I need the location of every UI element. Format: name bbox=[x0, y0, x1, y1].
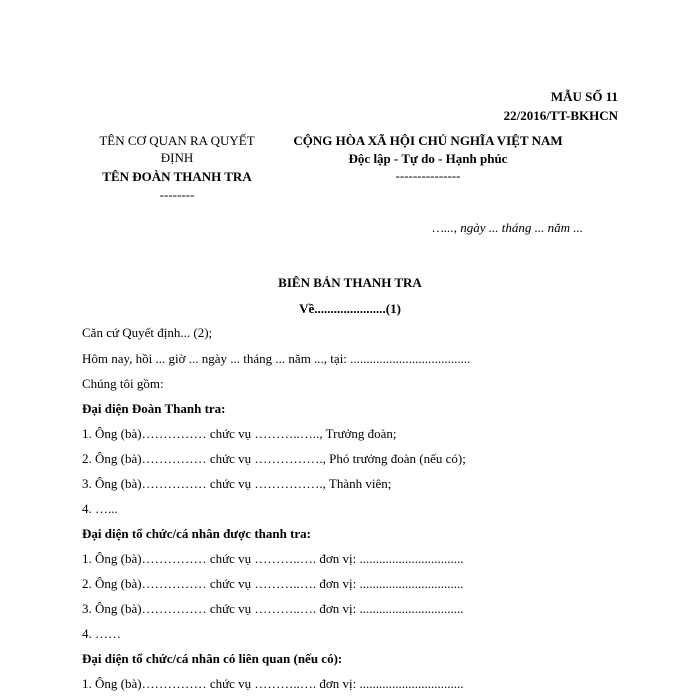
form-code: MẪU SỐ 11 bbox=[550, 89, 618, 104]
inspected-heading: Đại diện tổ chức/cá nhân được thanh tra: bbox=[82, 526, 312, 541]
document-subtitle: Về......................(1) bbox=[299, 301, 401, 316]
agency-name-line2: ĐỊNH bbox=[160, 150, 194, 165]
basis-line: Căn cứ Quyết định... (2); bbox=[82, 325, 213, 340]
nation-title: CỘNG HÒA XÃ HỘI CHỦ NGHĨA VIỆT NAM bbox=[293, 133, 563, 148]
form-circular: 22/2016/TT-BKHCN bbox=[503, 108, 618, 123]
inspection-team-name: TÊN ĐOÀN THANH TRA bbox=[102, 169, 252, 184]
right-header-separator: --------------- bbox=[395, 168, 461, 183]
today-line: Hôm nay, hồi ... giờ ... ngày ... tháng ... năm ..., tại: ..................................... bbox=[82, 351, 471, 366]
inspected-member-2: 2. Ông (bà)…………… chức vụ ………..…. đơn vị: ................................ bbox=[82, 576, 464, 591]
inspected-member-3: 3. Ông (bà)…………… chức vụ ………..…. đơn vị: ................................ bbox=[82, 601, 464, 616]
inspected-member-1: 1. Ông (bà)…………… chức vụ ………..…. đơn vị: ................................ bbox=[82, 551, 464, 566]
agency-name-line1: TÊN CƠ QUAN RA QUYẾT bbox=[99, 133, 255, 148]
related-member-1: 1. Ông (bà)…………… chức vụ ………..…. đơn vị: ................................ bbox=[82, 676, 464, 691]
left-header-separator: -------- bbox=[159, 187, 195, 202]
team-member-2: 2. Ông (bà)…………… chức vụ ……………., Phó trưởng đoàn (nếu có); bbox=[82, 451, 466, 466]
we-include-line: Chúng tôi gồm: bbox=[82, 376, 164, 391]
inspected-member-4: 4. …… bbox=[82, 626, 121, 641]
date-line: …..., ngày ... tháng ... năm ... bbox=[432, 220, 583, 235]
team-member-4: 4. …... bbox=[82, 501, 118, 516]
team-member-1: 1. Ông (bà)…………… chức vụ ………..….., Trưởng đoàn; bbox=[82, 426, 397, 441]
team-heading: Đại diện Đoàn Thanh tra: bbox=[82, 401, 226, 416]
nation-motto: Độc lập - Tự do - Hạnh phúc bbox=[348, 151, 508, 166]
related-heading: Đại diện tổ chức/cá nhân có liên quan (nếu có): bbox=[82, 651, 343, 666]
team-member-3: 3. Ông (bà)…………… chức vụ ……………., Thành viên; bbox=[82, 476, 392, 491]
document-title: BIÊN BẢN THANH TRA bbox=[278, 275, 422, 290]
